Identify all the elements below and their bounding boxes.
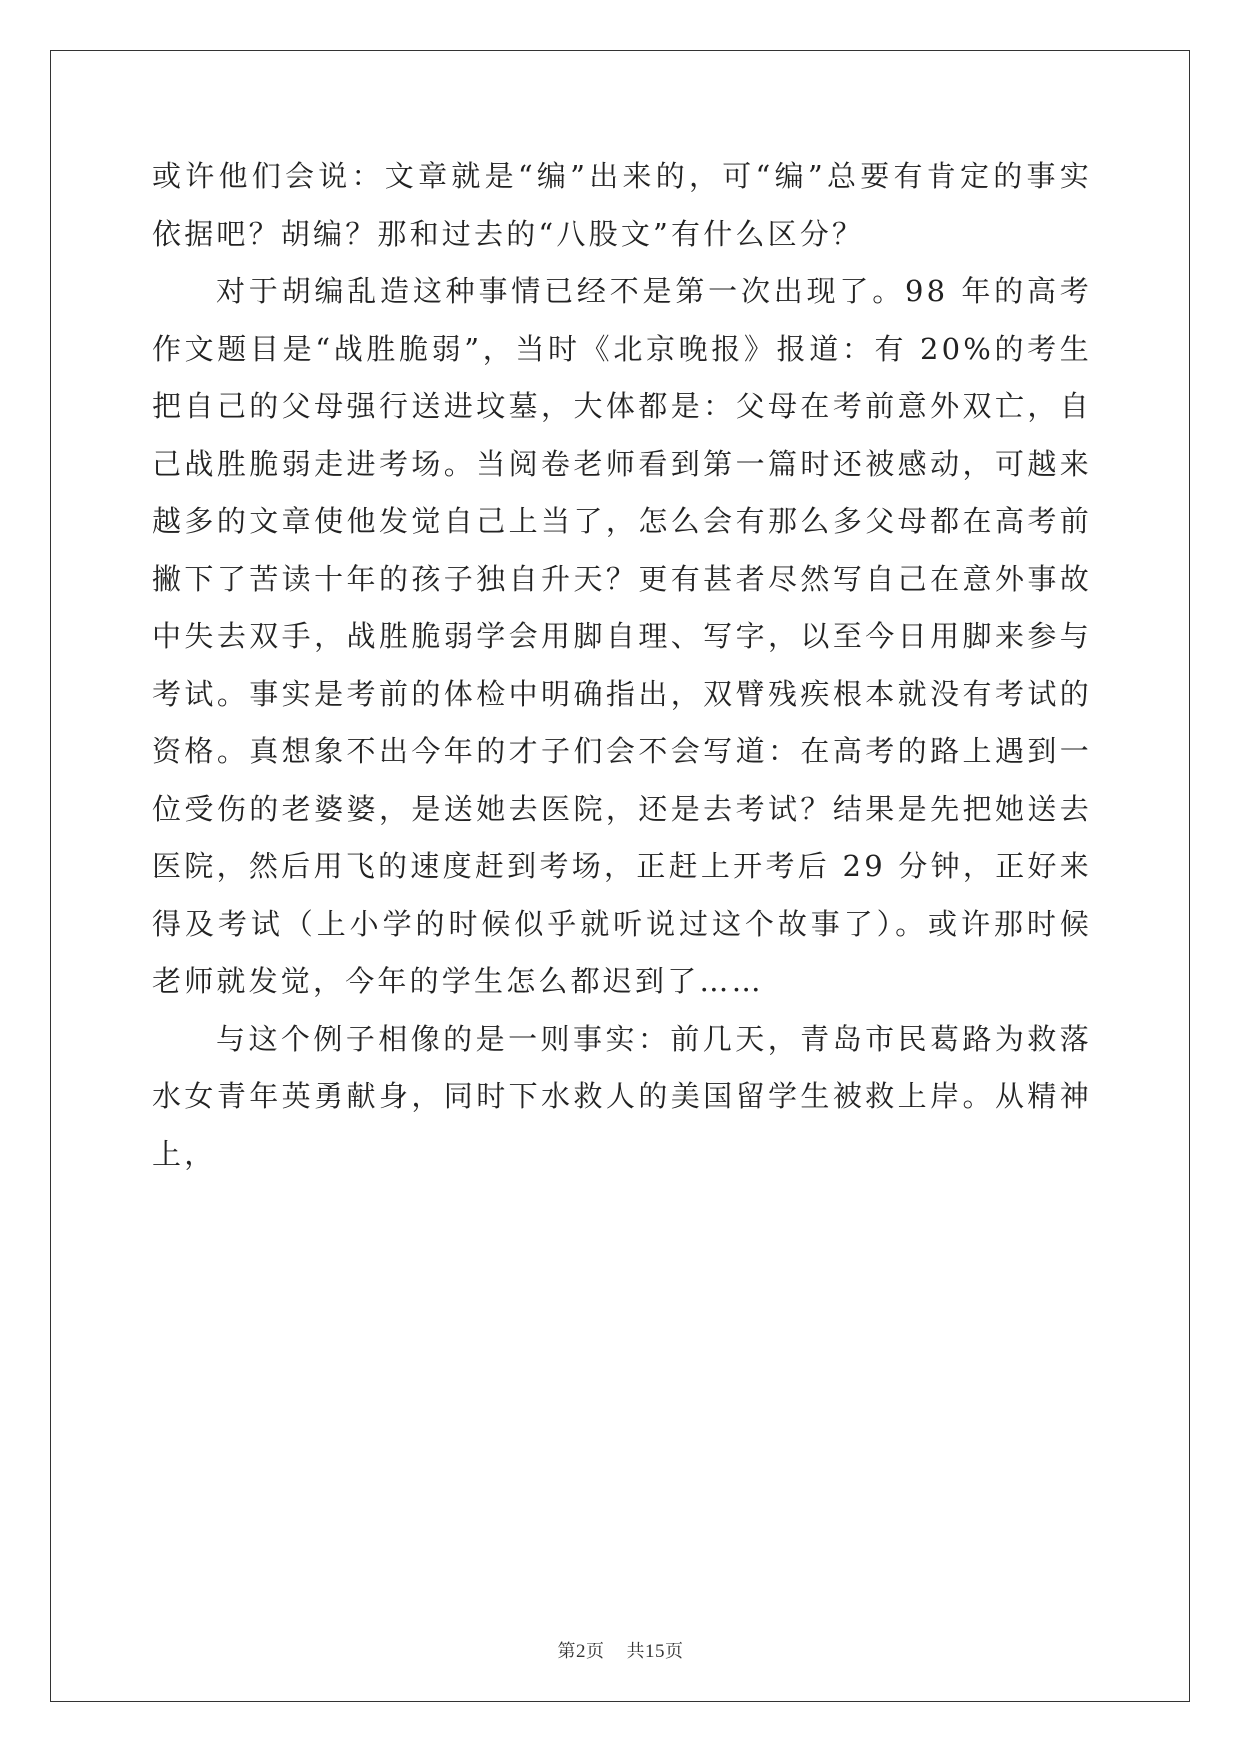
page-number: 2	[576, 1641, 586, 1662]
total-pages: 15	[645, 1641, 665, 1662]
paragraph-2: 对于胡编乱造这种事情已经不是第一次出现了。98 年的高考作文题目是“战胜脆弱”，当时《北京晚报》报道：有 20%的考生把自己的父母强行送进坟墓，大体都是：父母在考前意外双亡，自己战胜脆弱走进考场。当阅卷老师看到第一篇时还被感动，可越来越多的文章使他发觉自己上当了，怎么会有那么多父母都在高考前撇下了苦读十年的孩子独自升天？更有甚者尽然写自己在意外事故中失去双手，战胜脆弱学会用脚自理、写字，以至今日用脚来参与考试。事实是考前的体检中明确指出，双臂残疾根本就没有考试的资格。真想象不出今年的才子们会不会写道：在高考的路上遇到一位受伤的老婆婆，是送她去医院，还是去考试？结果是先把她送去医院，然后用飞的速度赶到考场，正赶上开考后 29 分钟，正好来得及考试（上小学的时候似乎就听说过这个故事了）。或许那时候老师就发觉，今年的学生怎么都迟到了……	[152, 274, 1092, 998]
total-suffix: 页	[665, 1641, 684, 1662]
total-prefix: 共	[626, 1641, 645, 1662]
paragraph-3: 与这个例子相像的是一则事实：前几天，青岛市民葛路为救落水女青年英勇献身，同时下水救人的美国留学生被救上岸。从精神上，	[152, 1021, 1092, 1171]
page-suffix: 页	[586, 1641, 605, 1662]
document-body	[152, 148, 1092, 1183]
page-prefix: 第	[557, 1641, 576, 1662]
paragraph-1: 或许他们会说：文章就是“编”出来的，可“编”总要有肯定的事实依据吧？胡编？那和过去的“八股文”有什么区分？	[152, 159, 1092, 251]
page-footer	[0, 1637, 1241, 1663]
